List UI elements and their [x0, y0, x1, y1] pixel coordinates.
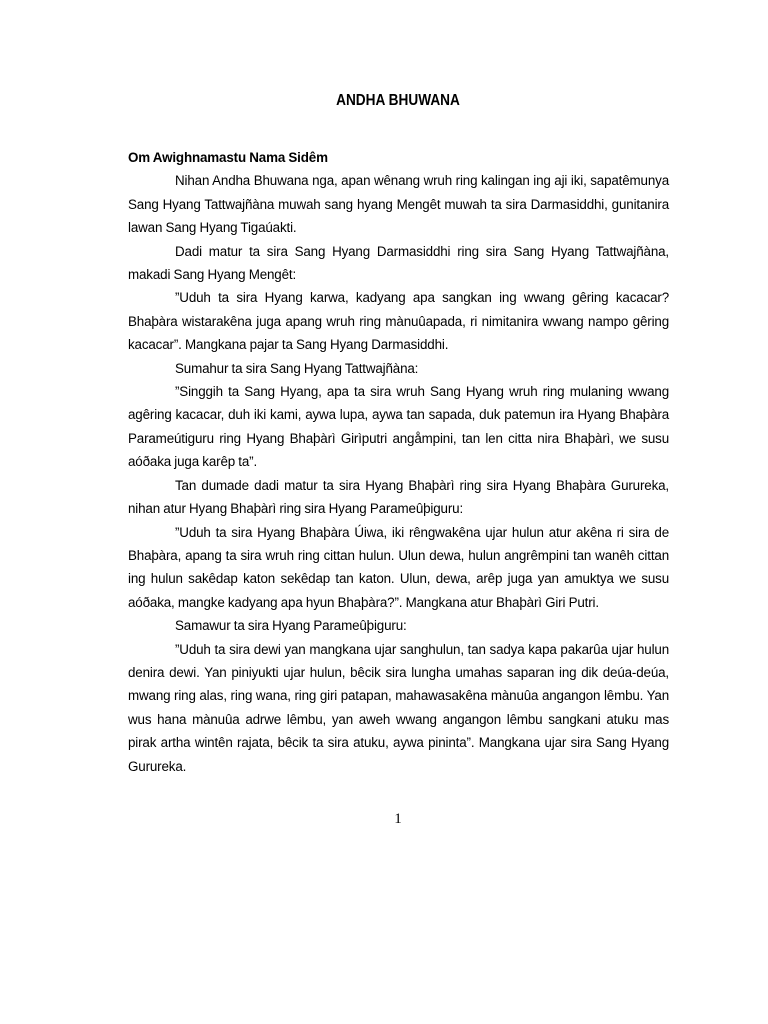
paragraph: Dadi matur ta sira Sang Hyang Darmasiddhi ring sira Sang Hyang Tattwajñàna, makadi Sang Hyang Mengêt: [128, 243, 669, 283]
section-heading: Om Awighnamastu Nama Sidêm [128, 150, 328, 165]
paragraph: ”Uduh ta sira dewi yan mangkana ujar sanghulun, tan sadya kapa pakarûa ujar hulun denira dewi. Yan piniyukti ujar hulun, bêcik sira lungha umahas saparan ing dik deúa-deúa, mwang ring alas, ring wana, ring giri patapan, mahawasakêna mànuûa angangon lêmbu. Yan wus hana mànuûa adrwe lêmbu, yan aweh wwang angangon lêmbu sangkani atuku mas pirak artha wintên rajata, bêcik ta sira atuku, aywa pininta”. Mangkana ujar sira Sang Hyang Gurureka. [128, 641, 669, 774]
page-number: 1 [394, 811, 402, 827]
paragraph: ”Singgih ta Sang Hyang, apa ta sira wruh Sang Hyang wruh ring mulaning wwang agêring kacacar, duh iki kami, aywa lupa, aywa tan sapada, duk patemun ira Hyang Bhaþàra Parameútiguru ring Hyang Bhaþàrì Girìputri angåmpini, tan len citta nira Bhaþàrì, we susu aóðaka juga karêp ta”. [128, 384, 669, 470]
paragraph: Samawur ta sira Hyang Parameûþiguru: [175, 618, 407, 634]
paragraph: Tan dumade dadi matur ta sira Hyang Bhaþàrì ring sira Hyang Bhaþàra Gurureka, nihan atur Hyang Bhaþàrì ring sira Hyang Parameûþiguru: [128, 477, 669, 517]
paragraph: Sumahur ta sira Sang Hyang Tattwajñàna: [175, 360, 419, 376]
paragraph: ”Uduh ta sira Hyang Bhaþàra Úiwa, iki rêngwakêna ujar hulun atur akêna ri sira de Bhaþàra, apang ta sira wruh ring cittan hulun. Ulun dewa, hulun angrêmpini tan wanêh cittan ing hulun sakêdap katon sekêdap tan katon. Ulun, dewa, arêp juga yan amuktya we susu aóðaka, mangke kadyang apa hyun Bhaþàra?”. Mangkana atur Bhaþàrì Giri Putri. [128, 524, 669, 610]
paragraph: Nihan Andha Bhuwana nga, apan wênang wruh ring kalingan ing aji iki, sapatêmunya Sang Hyang Tattwajñàna muwah sang hyang Mengêt muwah ta sira Darmasiddhi, gunitanira lawan Sang Hyang Tigaúakti. [128, 173, 669, 236]
document-title: ANDHA BHUWANA [336, 92, 460, 109]
paragraph: ”Uduh ta sira Hyang karwa, kadyang apa sangkan ing wwang gêring kacacar? Bhaþàra wistarakêna juga apang wruh ring mànuûapada, ri nimitanira wwang nampo gêring kacacar”. Mangkana pajar ta Sang Hyang Darmasiddhi. [128, 290, 669, 353]
document-body [128, 146, 669, 778]
